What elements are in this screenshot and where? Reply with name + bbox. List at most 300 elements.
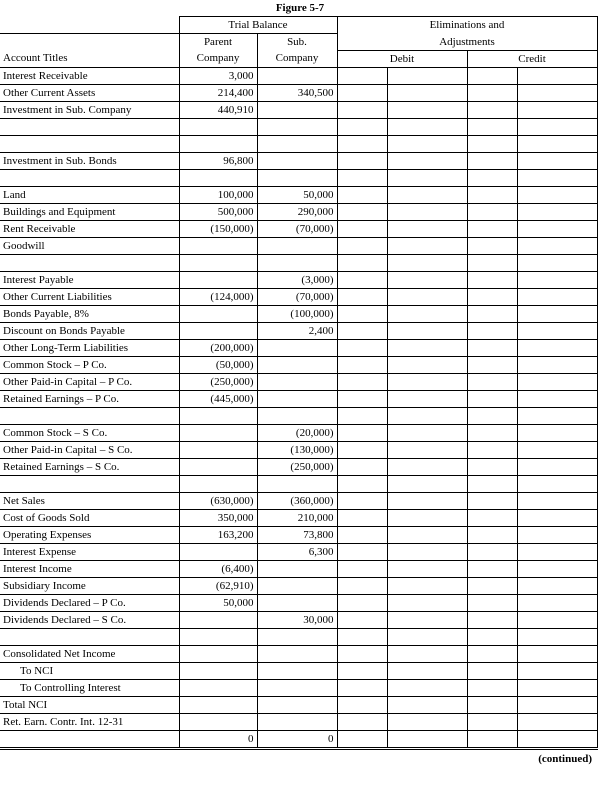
- debit-ref-cell: [337, 594, 387, 611]
- sub-amount-cell: 340,500: [257, 84, 337, 101]
- credit-amount-cell: [517, 475, 597, 492]
- credit-amount-cell: [517, 577, 597, 594]
- credit-ref-cell: [467, 679, 517, 696]
- credit-amount-cell: [517, 458, 597, 475]
- credit-amount-cell: [517, 424, 597, 441]
- credit-amount-cell: [517, 356, 597, 373]
- debit-ref-cell: [337, 543, 387, 560]
- credit-ref-cell: [467, 254, 517, 271]
- credit-ref-cell: [467, 662, 517, 679]
- table-row: [0, 441, 597, 458]
- debit-ref-cell: [337, 271, 387, 288]
- credit-amount-cell: [517, 730, 597, 748]
- debit-amount-cell: [387, 101, 467, 118]
- table-row: [0, 186, 597, 203]
- debit-ref-cell: [337, 645, 387, 662]
- table-row: [0, 679, 597, 696]
- table-row: [0, 288, 597, 305]
- sub-amount-cell: [257, 628, 337, 645]
- debit-amount-cell: [387, 696, 467, 713]
- account-title-cell: Consolidated Net Income: [0, 645, 179, 662]
- account-title-cell: Dividends Declared – S Co.: [0, 611, 179, 628]
- debit-amount-cell: [387, 84, 467, 101]
- credit-amount-cell: [517, 696, 597, 713]
- parent-amount-cell: (250,000): [179, 373, 257, 390]
- table-row: [0, 271, 597, 288]
- credit-ref-cell: [467, 373, 517, 390]
- credit-amount-cell: [517, 288, 597, 305]
- debit-ref-cell: [337, 373, 387, 390]
- credit-ref-cell: [467, 305, 517, 322]
- account-title-cell: [0, 135, 179, 152]
- debit-amount-cell: [387, 441, 467, 458]
- credit-amount-cell: [517, 713, 597, 730]
- sub-amount-cell: (360,000): [257, 492, 337, 509]
- table-row: [0, 101, 597, 118]
- parent-amount-cell: [179, 254, 257, 271]
- debit-amount-cell: [387, 407, 467, 424]
- parent-amount-cell: (150,000): [179, 220, 257, 237]
- account-title-cell: Retained Earnings – S Co.: [0, 458, 179, 475]
- parent-amount-cell: (62,910): [179, 577, 257, 594]
- sub-amount-cell: 73,800: [257, 526, 337, 543]
- debit-amount-cell: [387, 560, 467, 577]
- debit-ref-cell: [337, 322, 387, 339]
- parent-amount-cell: [179, 424, 257, 441]
- parent-amount-cell: (50,000): [179, 356, 257, 373]
- debit-amount-cell: [387, 679, 467, 696]
- credit-ref-cell: [467, 339, 517, 356]
- sub-amount-cell: 50,000: [257, 186, 337, 203]
- parent-amount-cell: 0: [179, 730, 257, 748]
- account-title-cell: Buildings and Equipment: [0, 203, 179, 220]
- sub-amount-cell: [257, 577, 337, 594]
- sub-amount-cell: [257, 679, 337, 696]
- sub-amount-cell: [257, 169, 337, 186]
- sub-amount-cell: [257, 407, 337, 424]
- debit-ref-cell: [337, 611, 387, 628]
- credit-amount-cell: [517, 135, 597, 152]
- debit-amount-cell: [387, 373, 467, 390]
- account-title-cell: Goodwill: [0, 237, 179, 254]
- debit-ref-cell: [337, 169, 387, 186]
- debit-ref-cell: [337, 67, 387, 84]
- account-title-cell: To NCI: [0, 662, 179, 679]
- sub-amount-cell: 210,000: [257, 509, 337, 526]
- eliminations-header: Eliminations and: [337, 17, 597, 34]
- debit-amount-cell: [387, 509, 467, 526]
- debit-amount-cell: [387, 662, 467, 679]
- table-row: [0, 662, 597, 679]
- sub-amount-cell: 6,300: [257, 543, 337, 560]
- parent-amount-cell: [179, 237, 257, 254]
- credit-ref-cell: [467, 407, 517, 424]
- parent-amount-cell: [179, 305, 257, 322]
- debit-ref-cell: [337, 662, 387, 679]
- credit-amount-cell: [517, 305, 597, 322]
- credit-ref-cell: [467, 424, 517, 441]
- parent-amount-cell: [179, 458, 257, 475]
- table-row: [0, 67, 597, 84]
- credit-ref-cell: [467, 101, 517, 118]
- debit-ref-cell: [337, 356, 387, 373]
- debit-ref-cell: [337, 730, 387, 748]
- parent-amount-cell: 50,000: [179, 594, 257, 611]
- sub-amount-cell: 0: [257, 730, 337, 748]
- sub-amount-cell: [257, 713, 337, 730]
- table-row: [0, 611, 597, 628]
- credit-amount-cell: [517, 118, 597, 135]
- debit-amount-cell: [387, 628, 467, 645]
- parent-amount-cell: 440,910: [179, 101, 257, 118]
- credit-amount-cell: [517, 492, 597, 509]
- debit-ref-cell: [337, 441, 387, 458]
- debit-ref-cell: [337, 458, 387, 475]
- parent-amount-cell: [179, 322, 257, 339]
- credit-ref-cell: [467, 696, 517, 713]
- sub-amount-cell: [257, 152, 337, 169]
- sub-header-1: Sub.: [257, 34, 337, 51]
- debit-ref-cell: [337, 475, 387, 492]
- credit-ref-cell: [467, 475, 517, 492]
- debit-ref-cell: [337, 679, 387, 696]
- account-title-cell: Interest Expense: [0, 543, 179, 560]
- credit-ref-cell: [467, 492, 517, 509]
- debit-amount-cell: [387, 169, 467, 186]
- credit-ref-cell: [467, 356, 517, 373]
- debit-ref-cell: [337, 390, 387, 407]
- trial-balance-header: Trial Balance: [179, 17, 337, 34]
- debit-amount-cell: [387, 339, 467, 356]
- debit-amount-cell: [387, 237, 467, 254]
- table-row: [0, 339, 597, 356]
- parent-header-1: Parent: [179, 34, 257, 51]
- parent-amount-cell: [179, 696, 257, 713]
- sub-amount-cell: [257, 135, 337, 152]
- debit-amount-cell: [387, 135, 467, 152]
- credit-header: Credit: [467, 50, 597, 67]
- debit-ref-cell: [337, 84, 387, 101]
- credit-amount-cell: [517, 169, 597, 186]
- sub-amount-cell: [257, 594, 337, 611]
- sub-amount-cell: [257, 237, 337, 254]
- parent-amount-cell: (6,400): [179, 560, 257, 577]
- account-title-cell: Other Paid-in Capital – S Co.: [0, 441, 179, 458]
- parent-amount-cell: [179, 679, 257, 696]
- credit-ref-cell: [467, 458, 517, 475]
- adjustments-header: Adjustments: [337, 34, 597, 51]
- debit-amount-cell: [387, 305, 467, 322]
- debit-ref-cell: [337, 407, 387, 424]
- credit-amount-cell: [517, 611, 597, 628]
- credit-amount-cell: [517, 526, 597, 543]
- worksheet-table: [0, 16, 598, 750]
- credit-amount-cell: [517, 373, 597, 390]
- account-title-cell: Interest Receivable: [0, 67, 179, 84]
- debit-amount-cell: [387, 271, 467, 288]
- debit-ref-cell: [337, 628, 387, 645]
- credit-ref-cell: [467, 169, 517, 186]
- credit-ref-cell: [467, 713, 517, 730]
- credit-amount-cell: [517, 237, 597, 254]
- parent-amount-cell: 214,400: [179, 84, 257, 101]
- debit-ref-cell: [337, 424, 387, 441]
- debit-ref-cell: [337, 713, 387, 730]
- parent-amount-cell: [179, 271, 257, 288]
- debit-header: Debit: [337, 50, 467, 67]
- debit-amount-cell: [387, 203, 467, 220]
- credit-amount-cell: [517, 322, 597, 339]
- table-row: [0, 577, 597, 594]
- account-title-cell: Subsidiary Income: [0, 577, 179, 594]
- debit-amount-cell: [387, 254, 467, 271]
- table-row: [0, 730, 597, 748]
- sub-amount-cell: [257, 356, 337, 373]
- account-title-cell: Operating Expenses: [0, 526, 179, 543]
- credit-ref-cell: [467, 220, 517, 237]
- credit-ref-cell: [467, 118, 517, 135]
- account-title-cell: [0, 169, 179, 186]
- account-titles-header: Account Titles: [0, 50, 179, 67]
- debit-ref-cell: [337, 152, 387, 169]
- account-title-cell: Net Sales: [0, 492, 179, 509]
- table-row: [0, 475, 597, 492]
- credit-ref-cell: [467, 322, 517, 339]
- debit-ref-cell: [337, 220, 387, 237]
- credit-ref-cell: [467, 203, 517, 220]
- debit-amount-cell: [387, 458, 467, 475]
- sub-amount-cell: [257, 560, 337, 577]
- debit-amount-cell: [387, 526, 467, 543]
- parent-amount-cell: [179, 713, 257, 730]
- table-row: [0, 305, 597, 322]
- debit-amount-cell: [387, 492, 467, 509]
- account-title-cell: Cost of Goods Sold: [0, 509, 179, 526]
- account-title-cell: Other Long-Term Liabilities: [0, 339, 179, 356]
- figure-title: Figure 5-7: [275, 2, 325, 14]
- credit-amount-cell: [517, 594, 597, 611]
- table-row: [0, 220, 597, 237]
- debit-amount-cell: [387, 594, 467, 611]
- parent-amount-cell: 500,000: [179, 203, 257, 220]
- credit-amount-cell: [517, 628, 597, 645]
- credit-amount-cell: [517, 560, 597, 577]
- credit-ref-cell: [467, 271, 517, 288]
- sub-amount-cell: [257, 390, 337, 407]
- continued-note: (continued): [538, 753, 592, 765]
- credit-ref-cell: [467, 594, 517, 611]
- parent-amount-cell: [179, 118, 257, 135]
- debit-amount-cell: [387, 288, 467, 305]
- debit-ref-cell: [337, 186, 387, 203]
- credit-amount-cell: [517, 441, 597, 458]
- parent-amount-cell: [179, 135, 257, 152]
- debit-amount-cell: [387, 730, 467, 748]
- parent-amount-cell: [179, 662, 257, 679]
- debit-ref-cell: [337, 101, 387, 118]
- credit-ref-cell: [467, 560, 517, 577]
- table-row: [0, 152, 597, 169]
- credit-ref-cell: [467, 186, 517, 203]
- parent-amount-cell: [179, 543, 257, 560]
- sub-amount-cell: [257, 373, 337, 390]
- account-title-cell: Other Current Liabilities: [0, 288, 179, 305]
- parent-amount-cell: [179, 441, 257, 458]
- sub-amount-cell: (130,000): [257, 441, 337, 458]
- debit-ref-cell: [337, 305, 387, 322]
- credit-amount-cell: [517, 645, 597, 662]
- account-title-cell: Ret. Earn. Contr. Int. 12-31: [0, 713, 179, 730]
- credit-ref-cell: [467, 390, 517, 407]
- parent-amount-cell: 3,000: [179, 67, 257, 84]
- table-row: [0, 594, 597, 611]
- parent-amount-cell: 163,200: [179, 526, 257, 543]
- debit-amount-cell: [387, 543, 467, 560]
- debit-amount-cell: [387, 356, 467, 373]
- account-title-cell: Rent Receivable: [0, 220, 179, 237]
- debit-ref-cell: [337, 509, 387, 526]
- account-title-cell: [0, 118, 179, 135]
- credit-amount-cell: [517, 509, 597, 526]
- credit-ref-cell: [467, 509, 517, 526]
- table-row: [0, 458, 597, 475]
- sub-amount-cell: [257, 254, 337, 271]
- table-row: [0, 543, 597, 560]
- credit-amount-cell: [517, 186, 597, 203]
- sub-amount-cell: (20,000): [257, 424, 337, 441]
- debit-ref-cell: [337, 135, 387, 152]
- credit-ref-cell: [467, 135, 517, 152]
- credit-ref-cell: [467, 543, 517, 560]
- sub-amount-cell: 290,000: [257, 203, 337, 220]
- account-title-cell: [0, 254, 179, 271]
- table-row: [0, 509, 597, 526]
- account-title-cell: Other Paid-in Capital – P Co.: [0, 373, 179, 390]
- account-title-cell: Land: [0, 186, 179, 203]
- credit-ref-cell: [467, 526, 517, 543]
- debit-amount-cell: [387, 67, 467, 84]
- sub-amount-cell: (100,000): [257, 305, 337, 322]
- credit-ref-cell: [467, 84, 517, 101]
- credit-amount-cell: [517, 203, 597, 220]
- table-row: [0, 118, 597, 135]
- account-title-cell: [0, 730, 179, 748]
- table-row: [0, 407, 597, 424]
- table-row: [0, 560, 597, 577]
- debit-ref-cell: [337, 560, 387, 577]
- sub-amount-cell: [257, 475, 337, 492]
- credit-ref-cell: [467, 628, 517, 645]
- parent-amount-cell: 96,800: [179, 152, 257, 169]
- sub-amount-cell: [257, 662, 337, 679]
- table-row: [0, 713, 597, 730]
- credit-ref-cell: [467, 645, 517, 662]
- credit-ref-cell: [467, 288, 517, 305]
- account-title-cell: Interest Income: [0, 560, 179, 577]
- debit-ref-cell: [337, 118, 387, 135]
- sub-amount-cell: 2,400: [257, 322, 337, 339]
- table-row: [0, 390, 597, 407]
- parent-amount-cell: [179, 407, 257, 424]
- table-row: [0, 84, 597, 101]
- table-row: [0, 628, 597, 645]
- account-title-cell: Dividends Declared – P Co.: [0, 594, 179, 611]
- table-row: [0, 356, 597, 373]
- account-title-cell: Common Stock – S Co.: [0, 424, 179, 441]
- credit-amount-cell: [517, 152, 597, 169]
- debit-amount-cell: [387, 645, 467, 662]
- debit-ref-cell: [337, 288, 387, 305]
- table-row: [0, 492, 597, 509]
- sub-amount-cell: [257, 101, 337, 118]
- credit-ref-cell: [467, 441, 517, 458]
- debit-ref-cell: [337, 526, 387, 543]
- sub-amount-cell: [257, 339, 337, 356]
- account-title-cell: [0, 407, 179, 424]
- credit-amount-cell: [517, 407, 597, 424]
- table-row: [0, 169, 597, 186]
- parent-header-2: Company: [179, 50, 257, 67]
- debit-ref-cell: [337, 254, 387, 271]
- table-row: [0, 135, 597, 152]
- parent-amount-cell: [179, 475, 257, 492]
- credit-amount-cell: [517, 254, 597, 271]
- parent-amount-cell: (630,000): [179, 492, 257, 509]
- account-title-cell: To Controlling Interest: [0, 679, 179, 696]
- parent-amount-cell: [179, 611, 257, 628]
- debit-ref-cell: [337, 577, 387, 594]
- credit-amount-cell: [517, 662, 597, 679]
- parent-amount-cell: 350,000: [179, 509, 257, 526]
- sub-amount-cell: 30,000: [257, 611, 337, 628]
- account-title-cell: Interest Payable: [0, 271, 179, 288]
- table-row: [0, 237, 597, 254]
- debit-amount-cell: [387, 220, 467, 237]
- sub-amount-cell: (250,000): [257, 458, 337, 475]
- debit-amount-cell: [387, 322, 467, 339]
- sub-amount-cell: (70,000): [257, 288, 337, 305]
- sub-amount-cell: [257, 696, 337, 713]
- credit-amount-cell: [517, 339, 597, 356]
- debit-amount-cell: [387, 424, 467, 441]
- sub-header-2: Company: [257, 50, 337, 67]
- credit-ref-cell: [467, 730, 517, 748]
- table-row: [0, 526, 597, 543]
- credit-ref-cell: [467, 611, 517, 628]
- credit-amount-cell: [517, 390, 597, 407]
- table-row: [0, 203, 597, 220]
- sub-amount-cell: [257, 118, 337, 135]
- account-title-cell: [0, 628, 179, 645]
- parent-amount-cell: 100,000: [179, 186, 257, 203]
- credit-ref-cell: [467, 67, 517, 84]
- table-row: [0, 322, 597, 339]
- debit-ref-cell: [337, 696, 387, 713]
- table-row: [0, 696, 597, 713]
- account-title-cell: Discount on Bonds Payable: [0, 322, 179, 339]
- parent-amount-cell: (200,000): [179, 339, 257, 356]
- sub-amount-cell: [257, 645, 337, 662]
- credit-amount-cell: [517, 543, 597, 560]
- credit-amount-cell: [517, 84, 597, 101]
- credit-ref-cell: [467, 152, 517, 169]
- credit-amount-cell: [517, 679, 597, 696]
- debit-ref-cell: [337, 492, 387, 509]
- debit-amount-cell: [387, 390, 467, 407]
- table-row: [0, 254, 597, 271]
- credit-ref-cell: [467, 577, 517, 594]
- debit-ref-cell: [337, 203, 387, 220]
